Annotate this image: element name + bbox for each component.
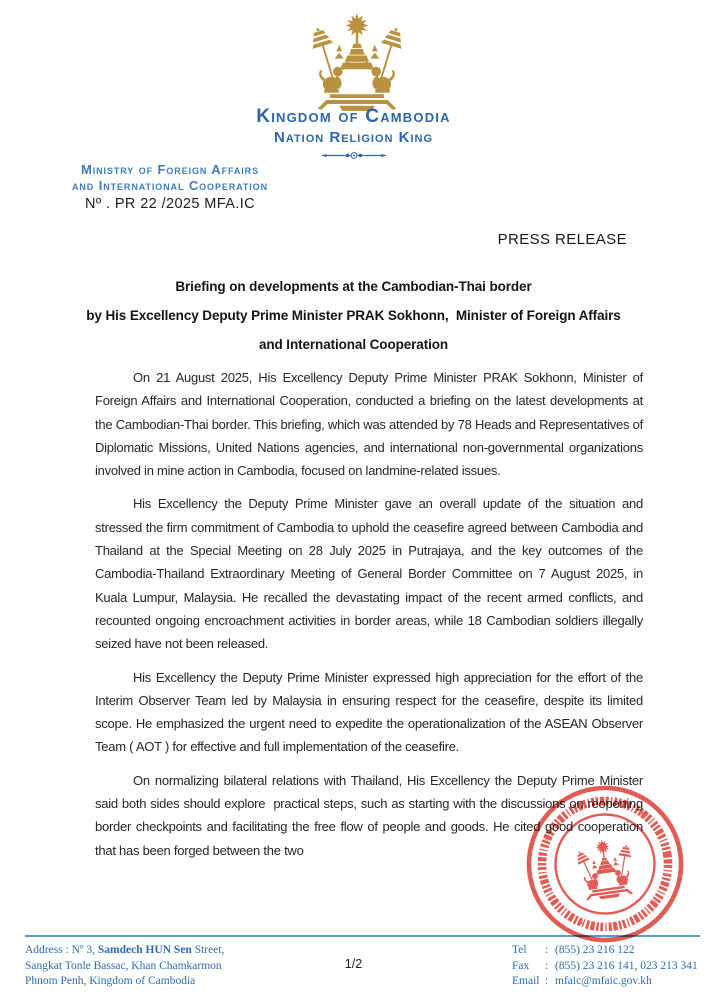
svg-text:*: * <box>576 910 589 929</box>
page-number: 1/2 <box>344 957 363 971</box>
fax-value: (855) 23 216 141, 023 213 341 <box>555 959 698 972</box>
ministry-name-line2: and International Cooperation <box>72 177 268 193</box>
reference-number: Nº . PR 22 /2025 MFA.IC <box>84 196 256 212</box>
national-motto: Nation Religion King <box>273 129 434 146</box>
title-line-2: by His Excellency Deputy Prime Minister PRAK Sokhonn, Minister of Foreign Affairs <box>86 308 621 323</box>
ministry-seal-stamp-icon <box>512 771 697 956</box>
royal-arms-icon <box>299 12 415 112</box>
document-title <box>0 272 707 359</box>
tel-value: (855) 23 216 122 <box>555 944 635 956</box>
tel-label: Tel <box>512 944 527 956</box>
address-line-2: Sangkat Tonle Bassac, Khan Chamkarmon <box>25 959 222 972</box>
title-line-1: Briefing on developments at the Cambodian-Thai border <box>175 279 532 294</box>
fax-label: Fax <box>512 959 530 972</box>
ornament-divider-icon <box>321 151 387 160</box>
address-line-1: Address : Nº 3, Samdech HUN Sen Street, <box>25 944 225 956</box>
tel-colon: : <box>545 944 549 956</box>
address-line-3: Phnom Penh, Kingdom of Cambodia <box>25 975 196 987</box>
paragraph-3: His Excellency the Deputy Prime Minister expressed high appreciation for the effort of the Interim Observer Team led by Malaysia in ensuring respect for the ceasefire, despite its limited scope. He emphasized the urgent need to expedite the operationalization of the ASEAN Observer Team ( AOT ) for effective and full implementation of the ceasefire. <box>95 669 643 755</box>
paragraph-1: On 21 August 2025, His Excellency Deputy Prime Minister PRAK Sokhonn, Minister of Foreign Affairs and International Cooperation, conducted a briefing on the latest developments at the Cambodian-Thai border. This briefing, which was attended by 78 Heads and Representatives of Diplomatic Missions, United Nations agencies, and international non-governmental organizations involved in mine action in Cambodia, focused on landmine-related issues. <box>95 370 643 479</box>
title-line-3: and International Cooperation <box>258 337 449 352</box>
ministry-name-line1: Ministry of Foreign Affairs <box>81 162 259 177</box>
svg-text:*: * <box>643 893 661 909</box>
ministry-block <box>36 162 304 213</box>
svg-text:*: * <box>541 833 559 847</box>
kingdom-title: Kingdom of Cambodia <box>256 106 451 127</box>
paragraph-4: On normalizing bilateral relations with Thailand, His Excellency the Deputy Prime Minister said both sides should explore practical steps, such as starting with the discussions on reopening border checkpoints and facilitating the free flow of people and goods. He cited good cooperation that has been forged between the two <box>95 772 643 858</box>
svg-text:*: * <box>632 806 648 824</box>
paragraph-2: His Excellency the Deputy Prime Minister gave an overall update of the situation and stressed the firm commitment of Cambodia to uphold the ceasefire agreed between Cambodia and Thailand at the Special Meeting on 28 July 2025 in Putrajaya, and the key outcomes of the Cambodia-Thailand Extraordinary Meeting of General Border Committee on 7 August 2025, in Kuala Lumpur, Malaysia. He recalled the devastating impact of the recent armed conflicts, and recounted ongoing encroachment activities in border areas, while 18 Cambodian soldiers illegally seized have not been released. <box>95 496 643 652</box>
fax-colon: : <box>545 959 549 972</box>
email-colon: : <box>545 975 549 987</box>
doc-type-label: PRESS RELEASE <box>497 231 627 248</box>
email-value: mfaic@mfaic.gov.kh <box>555 975 652 987</box>
email-label: Email <box>512 975 540 987</box>
